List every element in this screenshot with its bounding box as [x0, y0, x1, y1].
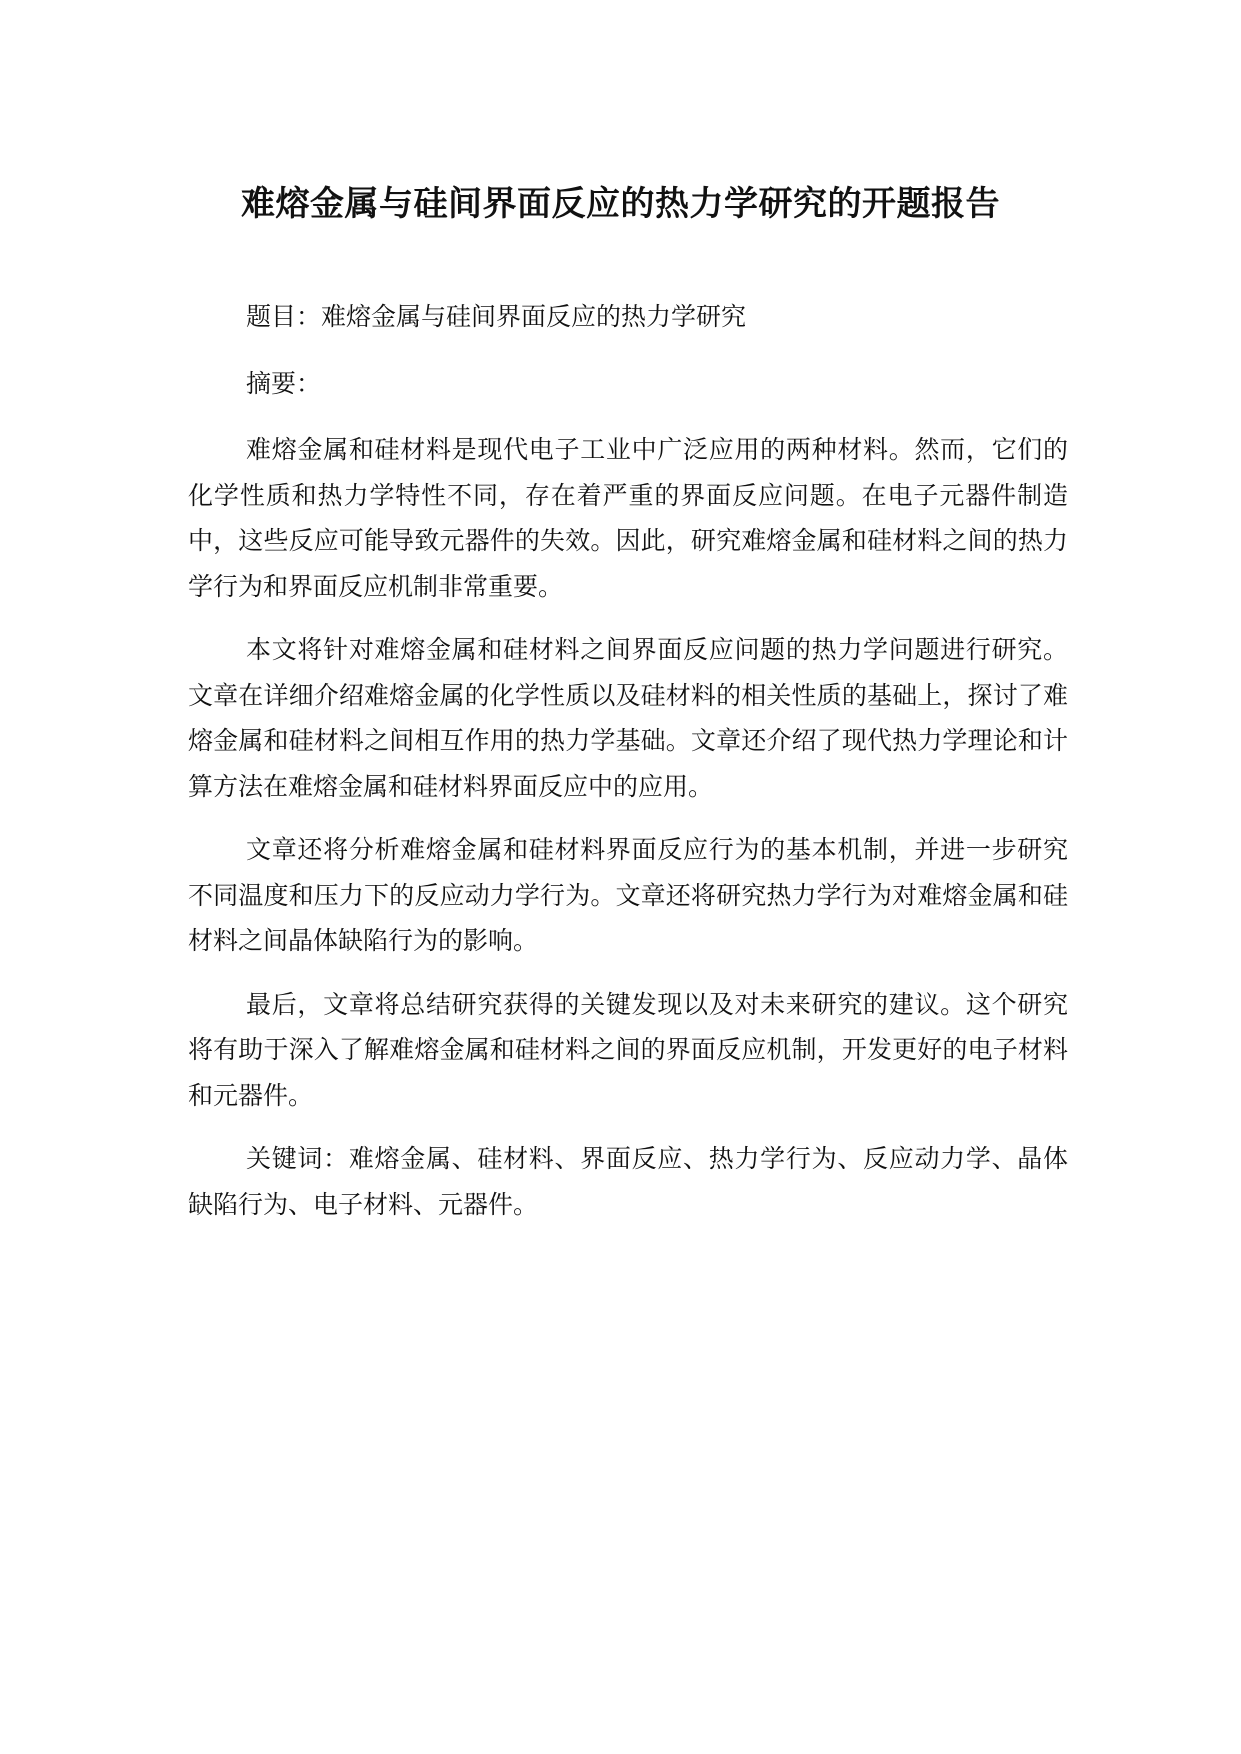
keywords-line: 关键词：难熔金属、硅材料、界面反应、热力学行为、反应动力学、晶体缺陷行为、电子材料、元器件。 — [188, 1144, 1068, 1219]
body-paragraph-3: 文章还将分析难熔金属和硅材料界面反应行为的基本机制，并进一步研究不同温度和压力下的反应动力学行为。文章还将研究热力学行为对难熔金属和硅材料之间晶体缺陷行为的影响。 — [188, 835, 1068, 955]
topic-line: 题目：难熔金属与硅间界面反应的热力学研究 — [246, 302, 747, 331]
body-paragraph-1: 难熔金属和硅材料是现代电子工业中广泛应用的两种材料。然而，它们的化学性质和热力学特性不同，存在着严重的界面反应问题。在电子元器件制造中，这些反应可能导致元器件的失效。因此，研究难熔金属和硅材料之间的热力学行为和界面反应机制非常重要。 — [188, 435, 1068, 601]
abstract-label: 摘要： — [246, 368, 322, 398]
body-paragraph-2: 本文将针对难熔金属和硅材料之间界面反应问题的热力学问题进行研究。文章在详细介绍难熔金属的化学性质以及硅材料的相关性质的基础上，探讨了难熔金属和硅材料之间相互作用的热力学基础。文章还介绍了现代热力学理论和计算方法在难熔金属和硅材料界面反应中的应用。 — [188, 635, 1068, 801]
body-paragraph-4: 最后，文章将总结研究获得的关键发现以及对未来研究的建议。这个研究将有助于深入了解难熔金属和硅材料之间的界面反应机制，开发更好的电子材料和元器件。 — [188, 989, 1068, 1110]
document-title: 难熔金属与硅间界面反应的热力学研究的开题报告 — [241, 184, 1000, 224]
document-body — [188, 294, 1068, 1245]
